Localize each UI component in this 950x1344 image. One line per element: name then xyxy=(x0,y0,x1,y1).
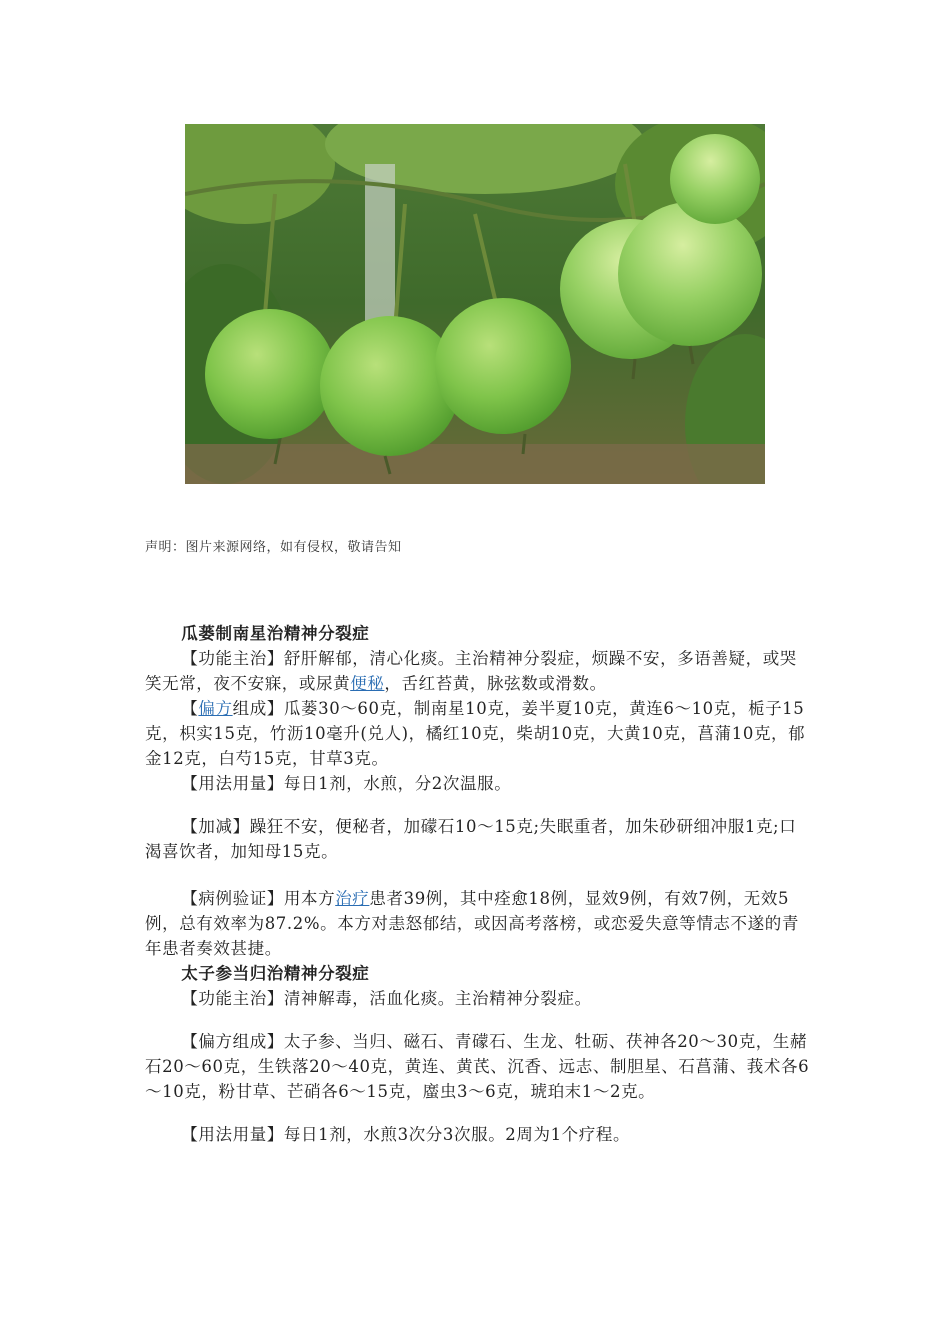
image-source-disclaimer: 声明：图片来源网络，如有侵权，敬请告知 xyxy=(145,540,402,555)
folk-prescription-link[interactable]: 偏方 xyxy=(198,699,233,718)
section-1-modification: 【加减】躁狂不安，便秘者，加礞石10～15克;失眠重者，加朱砂研细冲服1克;口渴喜饮者，加知母15克。 xyxy=(145,817,797,861)
section-2-composition: 【偏方组成】太子参、当归、磁石、青礞石、生龙、牡砺、茯神各20～30克，生赭石20～60克，生铁落20～40克，黄连、黄芪、沉香、远志、制胆星、石菖蒲、莪术各6～10克，粉甘草、芒硝各6～15克，䗪虫3～6克，琥珀末1～2克。 xyxy=(145,1032,810,1101)
fruit-photo-drawing xyxy=(185,124,765,484)
section-1-case-study xyxy=(145,886,810,961)
section-2-title: 太子参当归治精神分裂症 xyxy=(181,964,370,983)
section-1-composition-text: 组成】瓜蒌30～60克，制南星10克，姜半夏10克，黄连6～10克，栀子15克，枳实15克，竹沥10毫升(兑人)，橘红10克，柴胡10克，大黄10克，菖蒲10克，郁金12克，白芍15克，甘草3克。 xyxy=(145,699,806,768)
section-2-usage: 【用法用量】每日1剂，水煎3次分3次服。2周为1个疗程。 xyxy=(181,1125,631,1144)
section-1-composition-bracket: 【 xyxy=(181,699,199,718)
section-1-case-text-end: 患者39例，其中痊愈18例，显效9例，有效7例，无效5例，总有效率为87.2%。本方对恚怒郁结，或因高考落榜，或恋爱失意等情志不遂的青年患者奏效甚捷。 xyxy=(145,889,799,958)
section-2-function: 【功能主治】清神解毒，活血化痰。主治精神分裂症。 xyxy=(181,989,592,1008)
section-1-function-text-end: ，舌红苔黄，脉弦数或滑数。 xyxy=(384,674,607,693)
section-1-title: 瓜蒌制南星治精神分裂症 xyxy=(181,624,370,643)
section-1-case-text: 【病例验证】用本方 xyxy=(181,889,336,908)
trichosanthes-fruit-photo xyxy=(185,124,765,484)
constipation-link[interactable]: 便秘 xyxy=(350,674,385,693)
section-1-function-text: 【功能主治】舒肝解郁，清心化痰。主治精神分裂症，烦躁不安，多语善疑，或哭笑无常，夜不安寐，或尿黄 xyxy=(145,649,797,693)
article-body xyxy=(145,621,810,1147)
treatment-link[interactable]: 治疗 xyxy=(335,889,370,908)
section-1-function xyxy=(145,646,810,696)
section-1-composition xyxy=(145,696,810,771)
section-1-usage: 【用法用量】每日1剂，水煎，分2次温服。 xyxy=(181,774,512,793)
